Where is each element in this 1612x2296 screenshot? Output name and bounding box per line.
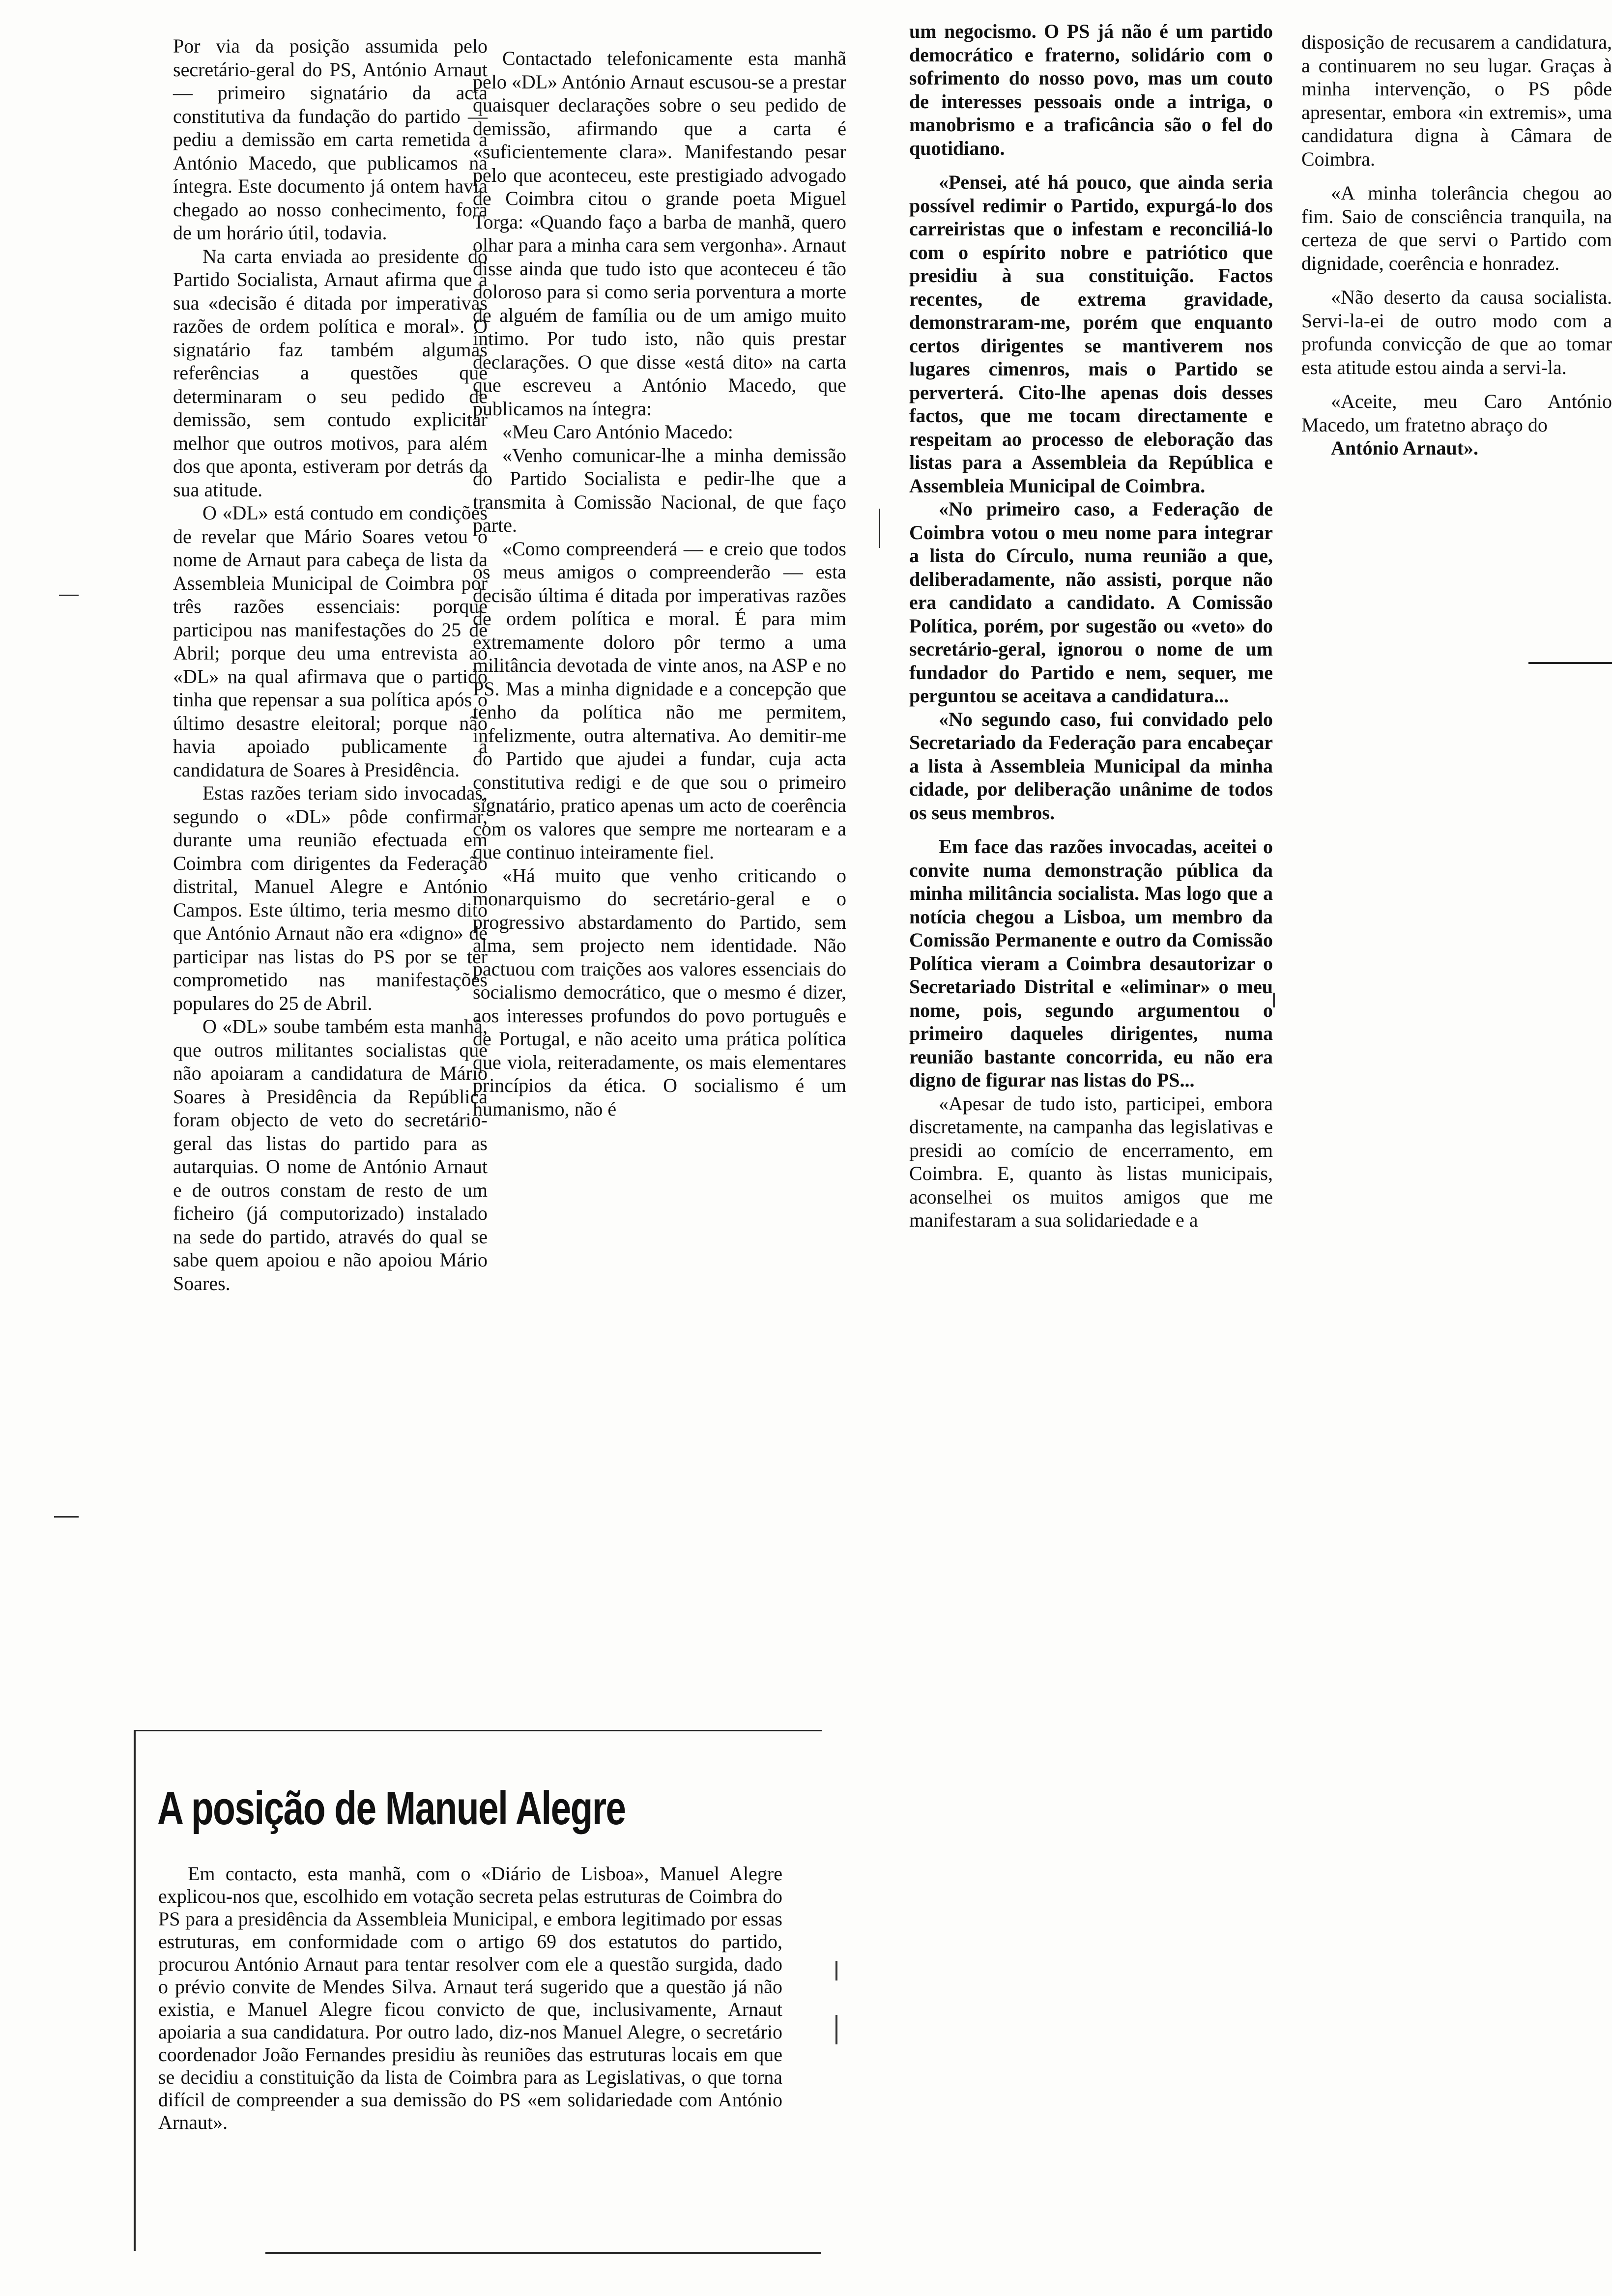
paragraph: Por via da posição assumida pelo secretário-geral do PS, António Arnaut — primeiro signatário da acta constitutiva da fundação do partido — pediu a demissão em carta remetida a António Macedo, que publicamos na íntegra. Este documento já ontem havia chegado ao nosso conhecimento, fora de um horário útil, todavia. — [173, 35, 488, 244]
print-mark — [54, 1516, 79, 1518]
letter-salutation: «Meu Caro António Macedo: — [502, 421, 733, 443]
column-divider-mark — [879, 509, 880, 548]
paragraph: O «DL» soube também esta manhã, que outros militantes socialistas que não apoiaram a candidatura de Mário Soares à Presidência da República foram objecto de veto do secretário-geral das listas do partido para as autarquias. O nome de António Arnaut e de outros constam de resto de um ficheiro (já computorizado) instalado na sede do partido, através do qual se sabe quem apoiou e não apoiou Mário Soares. — [173, 1015, 488, 1294]
article-column-1 — [173, 34, 488, 1295]
box-headline: A posição de Manuel Alegre — [157, 1782, 626, 1835]
box-paragraph: Em contacto, esta manhã, com o «Diário de Lisboa», Manuel Alegre explicou-nos que, escolhido em votação secreta pelas estruturas de Coimbra do PS para a presidência da Assembleia Municipal, e embora legitimado por essas estruturas, em conformidade com o artigo 69 dos estatutos do partido, procurou António Arnaut para tentar resolver com ele a questão surgida, dado o prévio convite de Mendes Silva. Arnaut terá sugerido que a questão já não existia, e Manuel Alegre ficou convicto de que, inclusivamente, Arnaut apoiaria a sua candidatura. Por outro lado, diz-nos Manuel Alegre, o secretário coordenador João Fernandes presidiu às reuniões das estruturas locais em que se decidiu a constituição da lista de Coimbra para as Legislativas, o que torna difícil de compreender a sua demissão do PS «em solidariedade com António Arnaut». — [158, 1863, 782, 2133]
signature: António Arnaut». — [1331, 437, 1479, 459]
letter-paragraph: «Não deserto da causa socialista. Servi-la-ei de outro modo com a profunda convicção de que ao tomar esta atitude estou ainda a servi-la. — [1301, 286, 1612, 378]
box-top-rule — [134, 1730, 822, 1731]
print-mark — [835, 2015, 837, 2044]
letter-paragraph: «No primeiro caso, a Federação de Coimbra votou o meu nome para integrar a lista do Círculo, numa reunião a que, deliberadamente, não assisti, porque não era candidato a candidato. A Comissão Política, porém, por sugestão ou «veto» do secretário-geral, ignorou o nome de um fundador do Partido e nem, sequer, me perguntou se aceitava a candidatura... — [909, 498, 1273, 707]
print-mark — [1273, 993, 1275, 1007]
article-column-3 — [909, 20, 1273, 1232]
paragraph: O «DL» está contudo em condições de revelar que Mário Soares vetou o nome de Arnaut para cabeça de lista da Assembleia Municipal de Coimbra por três razões essenciais: porque participou nas manifestações do 25 de Abril; porque deu uma entrevista ao «DL» na qual afirmava que o partido tinha que repensar a sua política após o último desastre eleitoral; porque não havia apoiado publicamente a candidatura de Soares à Presidência. — [173, 502, 488, 781]
article-column-4 — [1301, 30, 1612, 460]
letter-paragraph: «Aceite, meu Caro António Macedo, um fratetno abraço do — [1301, 390, 1612, 436]
letter-paragraph: «Apesar de tudo isto, participei, embora discretamente, na campanha das legislativas e presidi ao comício de encerramento, em Coimbra. E, quanto às listas municipais, aconselhei os muitos amigos que me manifestaram a sua solidariedade e a — [909, 1092, 1273, 1231]
letter-paragraph: «Venho comunicar-lhe a minha demissão do Partido Socialista e pedir-lhe que a transmita à Comissão Nacional, de que faço parte. — [473, 444, 846, 536]
letter-paragraph: Em face das razões invocadas, aceitei o convite numa demonstração pública da minha militância socialista. Mas logo que a notícia chegou a Lisboa, um membro da Comissão Permanente e outro da Comissão Política vieram a Coimbra desautorizar o Secretariado Distrital e «eliminar» o meu nome, pois, segundo argumentou o primeiro daqueles dirigentes, numa reunião bastante concorrida, eu não era digno de figurar nas listas do PS... — [909, 835, 1273, 1091]
paragraph: Estas razões teriam sido invocadas, segundo o «DL» pôde confirmar, durante uma reunião efectuada em Coimbra com dirigentes da Federação distrital, Manuel Alegre e António Campos. Este último, teria mesmo dito que António Arnaut não era «digno» de participar nas listas do PS por se ter comprometido nas manifestações populares do 25 de Abril. — [173, 782, 488, 1014]
letter-paragraph: «A minha tolerância chegou ao fim. Saio de consciência tranquila, na certeza de que servi o Partido com dignidade, coerência e honradez. — [1301, 182, 1612, 274]
paragraph: Contactado telefonicamente esta manhã pelo «DL» António Arnaut escusou-se a prestar quaisquer declarações sobre o seu pedido de demissão, afirmando que a carta é «suficientemente clara». Manifestando pesar pelo que aconteceu, este prestigiado advogado de Coimbra citou o grande poeta Miguel Torga: «Quando faço a barba de manhã, quero olhar para a minha cara sem vergonha». Arnaut disse ainda que tudo isto que aconteceu é tão doloroso para si como seria porventura a morte de alguém de família ou de um amigo muito íntimo. Por tudo isto, não quis prestar declarações. O que disse «está dito» na carta que escreveu a António Macedo, que publicamos na íntegra: — [473, 47, 846, 420]
letter-paragraph: um negocismo. O PS já não é um partido democrático e fraterno, solidário com o sofrimento do nosso povo, mas um couto de interesses pessoais onde a intriga, o manobrismo e a traficância são o fel do quotidiano. — [909, 20, 1273, 159]
letter-paragraph: «Como compreenderá — e creio que todos os meus amigos o compreenderão — esta decisão última é ditada por imperativas razões de ordem política e moral. É para mim extremamente doloro pôr termo a uma militância devotada de vinte anos, na ASP e no PS. Mas a minha dignidade e a concepção que tenho da política não me permitem, infelizmente, outra alternativa. Ao demitir-me do Partido que ajudei a fundar, cuja acta constitutiva redigi e de que sou o primeiro signatário, pratico apenas um acto de coerência com os valores que sempre me nortearam e a que continuo inteiramente fiel. — [473, 537, 846, 863]
letter-paragraph: «Pensei, até há pouco, que ainda seria possível redimir o Partido, expurgá-lo dos carreiristas que o infestam e reconciliá-lo com o espírito nobre e patriótico que presidiu à sua constituição. Factos recentes, de extrema gravidade, demonstraram-me, porém que enquanto certos dirigentes se mantiverem nos lugares cimenros, mais o Partido se perverterá. Cito-lhe apenas dois desses factos, que me tocam directamente e respeitam ao processo de eleboração das listas para a Assembleia da República e Assembleia Municipal de Coimbra. — [909, 171, 1273, 497]
end-rule — [1528, 662, 1612, 664]
box-left-rule — [134, 1730, 136, 2251]
letter-paragraph: «Há muito que venho criticando o monarquismo do secretário-geral e o progressivo abstardamento do Partido, sem alma, sem projecto nem identidade. Não pactuou com traições aos valores essenciais do socialismo democrático, que o mesmo é dizer, aos interesses profundos do povo português e de Portugal, e não aceito uma prática política que viola, reiteradamente, os mais elementares princípios da ética. O socialismo é um humanismo, não é — [473, 864, 846, 1120]
letter-paragraph: disposição de recusarem a candidatura, a continuarem no seu lugar. Graças à minha intervenção, o PS pôde apresentar, embora «in extremis», uma candidatura digna à Câmara de Coimbra. — [1301, 31, 1612, 170]
letter-paragraph: «No segundo caso, fui convidado pelo Secretariado da Federação para encabeçar a lista à Assembleia Municipal da minha cidade, por deliberação unânime de todos os seus membros. — [909, 708, 1273, 824]
box-article — [158, 1863, 782, 2134]
paragraph: Na carta enviada ao presidente do Partido Socialista, Arnaut afirma que a sua «decisão é ditada por imperativas razões de ordem política e moral». O signatário faz também algumas referências a questões que determinaram o seu pedido de demissão, sem contudo explicitar melhor que outros motivos, para além dos que aponta, estiveram por detrás da sua atitude. — [173, 245, 488, 501]
box-bottom-rule — [265, 2252, 821, 2254]
article-column-2 — [473, 47, 846, 1120]
print-mark — [835, 1961, 837, 1980]
print-mark — [59, 595, 79, 596]
